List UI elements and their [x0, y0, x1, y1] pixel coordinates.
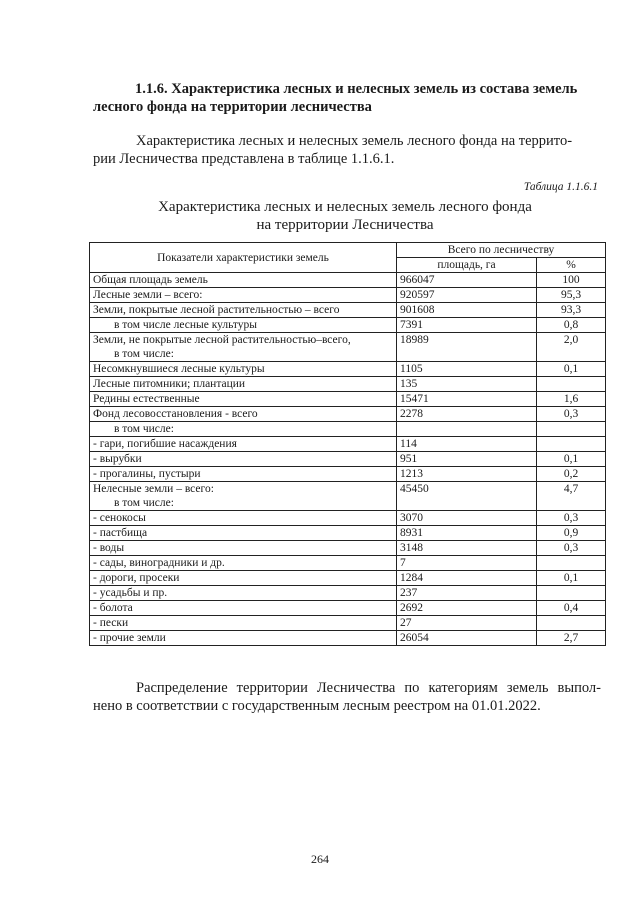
row-label: - гари, погибшие насаждения [90, 437, 397, 452]
row-percent: 0,3 [537, 407, 606, 422]
table-row [90, 392, 606, 407]
row-percent: 4,7 [537, 482, 606, 511]
row-label: Общая площадь земель [90, 273, 397, 288]
table-row [90, 318, 606, 333]
row-percent: 0,1 [537, 571, 606, 586]
table-body [90, 273, 606, 646]
row-label: - болота [90, 601, 397, 616]
row-percent [537, 422, 606, 437]
header-total: Всего по лесничеству [397, 243, 606, 258]
row-percent: 2,0 [537, 333, 606, 362]
row-area: 3070 [397, 511, 537, 526]
row-percent [537, 616, 606, 631]
row-label: Нелесные земли – всего: в том числе: [90, 482, 397, 511]
row-label-continuation: в том числе: [114, 497, 174, 509]
table-row [90, 541, 606, 556]
table-row [90, 526, 606, 541]
intro-line-2: рии Лесничества представлена в таблице 1.1.6.1. [93, 151, 395, 167]
row-percent: 95,3 [537, 288, 606, 303]
row-label: - пастбища [90, 526, 397, 541]
table-row [90, 362, 606, 377]
table-row [90, 586, 606, 601]
table-row [90, 616, 606, 631]
header-percent: % [537, 258, 606, 273]
row-label-continuation: в том числе: [114, 348, 174, 360]
row-percent: 93,3 [537, 303, 606, 318]
row-label: - усадьбы и пр. [90, 586, 397, 601]
row-label: - вырубки [90, 452, 397, 467]
row-area: 1284 [397, 571, 537, 586]
row-area: 18989 [397, 333, 537, 362]
table-title-line-1: Характеристика лесных и нелесных земель лесного фонда [158, 199, 532, 215]
intro-paragraph [93, 132, 598, 168]
table-row [90, 482, 606, 511]
row-area: 114 [397, 437, 537, 452]
row-label: Фонд лесовосстановления - всего [90, 407, 397, 422]
row-area [397, 422, 537, 437]
section-heading [93, 80, 603, 116]
row-area: 7391 [397, 318, 537, 333]
row-percent [537, 556, 606, 571]
row-percent [537, 586, 606, 601]
row-percent: 0,2 [537, 467, 606, 482]
row-label: - сады, виноградники и др. [90, 556, 397, 571]
table-row [90, 556, 606, 571]
table-row [90, 273, 606, 288]
row-area: 2278 [397, 407, 537, 422]
table-row [90, 467, 606, 482]
row-label: в том числе: [90, 422, 397, 437]
row-percent: 100 [537, 273, 606, 288]
row-percent: 0,1 [537, 362, 606, 377]
land-characteristics-table [89, 242, 606, 646]
table-row [90, 511, 606, 526]
row-label: - дороги, просеки [90, 571, 397, 586]
row-area: 8931 [397, 526, 537, 541]
table-row [90, 333, 606, 362]
row-label: Лесные земли – всего: [90, 288, 397, 303]
section-heading-line-2: лесного фонда на территории лесничества [93, 99, 372, 115]
row-area: 3148 [397, 541, 537, 556]
row-label: - пески [90, 616, 397, 631]
page-number: 264 [311, 852, 329, 866]
row-area: 26054 [397, 631, 537, 646]
row-area: 135 [397, 377, 537, 392]
row-percent: 2,7 [537, 631, 606, 646]
row-area: 1213 [397, 467, 537, 482]
row-percent: 0,1 [537, 452, 606, 467]
row-label: в том числе лесные культуры [90, 318, 397, 333]
row-area: 15471 [397, 392, 537, 407]
intro-line-1: Характеристика лесных и нелесных земель лесного фонда на террито- [136, 133, 573, 149]
table-row [90, 303, 606, 318]
row-area: 920597 [397, 288, 537, 303]
row-area: 45450 [397, 482, 537, 511]
row-percent: 0,8 [537, 318, 606, 333]
row-label: Редины естественные [90, 392, 397, 407]
row-label: - прочие земли [90, 631, 397, 646]
closing-line-2: нено в соответствии с государственным лесным реестром на 01.01.2022. [93, 698, 541, 714]
table-row [90, 571, 606, 586]
table-row [90, 288, 606, 303]
table-label: Таблица 1.1.6.1 [523, 181, 598, 193]
row-label: - прогалины, пустыри [90, 467, 397, 482]
table-row [90, 452, 606, 467]
table-row [90, 437, 606, 452]
row-label: - сенокосы [90, 511, 397, 526]
row-label: Несомкнувшиеся лесные культуры [90, 362, 397, 377]
row-area: 27 [397, 616, 537, 631]
table-row [90, 422, 606, 437]
row-percent [537, 437, 606, 452]
closing-paragraph [93, 679, 601, 715]
row-percent: 1,6 [537, 392, 606, 407]
row-area: 7 [397, 556, 537, 571]
row-percent: 0,9 [537, 526, 606, 541]
table-title [95, 198, 595, 234]
row-percent: 0,3 [537, 511, 606, 526]
row-percent [537, 377, 606, 392]
row-percent: 0,3 [537, 541, 606, 556]
table-row [90, 631, 606, 646]
row-label: - воды [90, 541, 397, 556]
row-area: 901608 [397, 303, 537, 318]
table-title-line-2: на территории Лесничества [256, 217, 434, 233]
section-heading-line-1: 1.1.6. Характеристика лесных и нелесных земель из состава земель [135, 81, 578, 97]
header-area: площадь, га [397, 258, 537, 273]
row-area: 2692 [397, 601, 537, 616]
row-area: 1105 [397, 362, 537, 377]
row-area: 966047 [397, 273, 537, 288]
header-indicators: Показатели характеристики земель [90, 243, 397, 273]
row-area: 951 [397, 452, 537, 467]
closing-line-1: Распределение территории Лесничества по категориям земель выпол- [136, 680, 601, 696]
row-area: 237 [397, 586, 537, 601]
row-label: Земли, покрытые лесной растительностью – всего [90, 303, 397, 318]
table-row [90, 601, 606, 616]
row-percent: 0,4 [537, 601, 606, 616]
row-label: Земли, не покрытые лесной растительностью–всего, в том числе: [90, 333, 397, 362]
table-row [90, 377, 606, 392]
table-row [90, 407, 606, 422]
row-label: Лесные питомники; плантации [90, 377, 397, 392]
